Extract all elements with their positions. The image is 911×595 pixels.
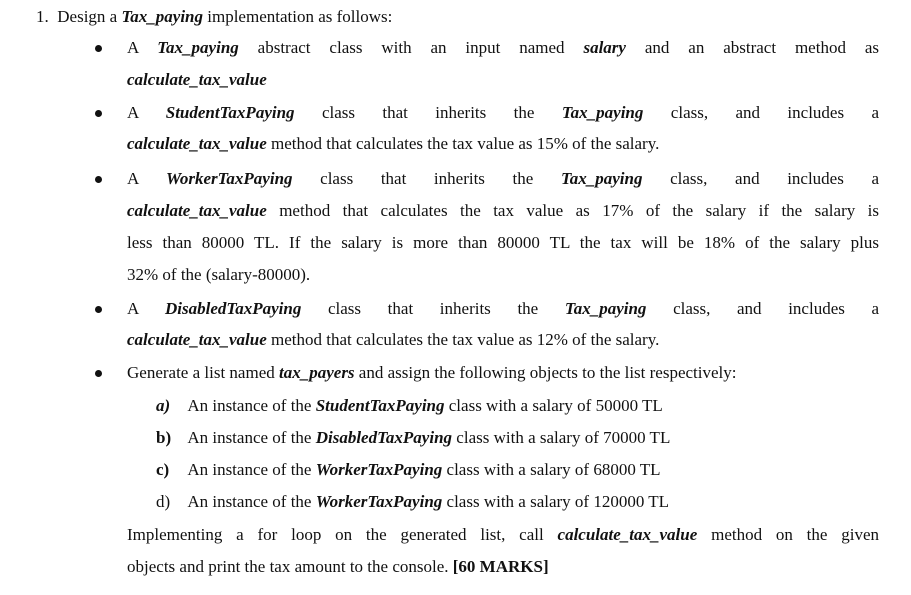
sub-item: d) An instance of the WorkerTaxPaying class with a salary of 120000 TL (156, 492, 670, 511)
sub-item: c) An instance of the WorkerTaxPaying class with a salary of 68000 TL (156, 460, 661, 479)
sub-item: a) An instance of the StudentTaxPaying class with a salary of 50000 TL (156, 396, 663, 415)
question-number: 1. (36, 7, 49, 26)
list-item: A DisabledTaxPaying class that inherits the Tax_paying class, and includes a (127, 299, 880, 318)
list-item-continuation: calculate_tax_value (127, 70, 267, 89)
list-item: A Tax_paying abstract class with an input named salary and an abstract method as (127, 38, 880, 57)
class-name: Tax_paying (121, 7, 204, 26)
bullet-icon (95, 176, 102, 183)
marks-label: [60 MARKS] (452, 557, 549, 576)
question-heading: 1. Design a Tax_paying implementation as follows: (36, 7, 393, 26)
bullet-icon (95, 306, 102, 313)
closing-paragraph: Implementing a for loop on the generated list, call calculate_tax_value method on the given (127, 525, 880, 544)
list-item-continuation: calculate_tax_value method that calculates the tax value as 15% of the salary. (127, 134, 660, 153)
bullet-icon (95, 45, 102, 52)
closing-paragraph-continuation: objects and print the tax amount to the console. [60 MARKS] (127, 557, 549, 576)
bullet-icon (95, 110, 102, 117)
list-item-continuation: calculate_tax_value method that calculates the tax value as 12% of the salary. (127, 330, 660, 349)
list-item: Generate a list named tax_payers and assign the following objects to the list respectively: (127, 363, 737, 382)
sub-item: b) An instance of the DisabledTaxPaying class with a salary of 70000 TL (156, 428, 671, 447)
bullet-icon (95, 370, 102, 377)
list-item-continuation: calculate_tax_value method that calculates the tax value as 17% of the salary if the salary is (127, 201, 879, 220)
list-item: A StudentTaxPaying class that inherits the Tax_paying class, and includes a (127, 103, 880, 122)
list-item-continuation: 32% of the (salary-80000). (127, 265, 311, 284)
list-item: A WorkerTaxPaying class that inherits the Tax_paying class, and includes a (127, 169, 880, 188)
list-item-continuation: less than 80000 TL. If the salary is more than 80000 TL the tax will be 18% of the salary plus (127, 233, 879, 252)
